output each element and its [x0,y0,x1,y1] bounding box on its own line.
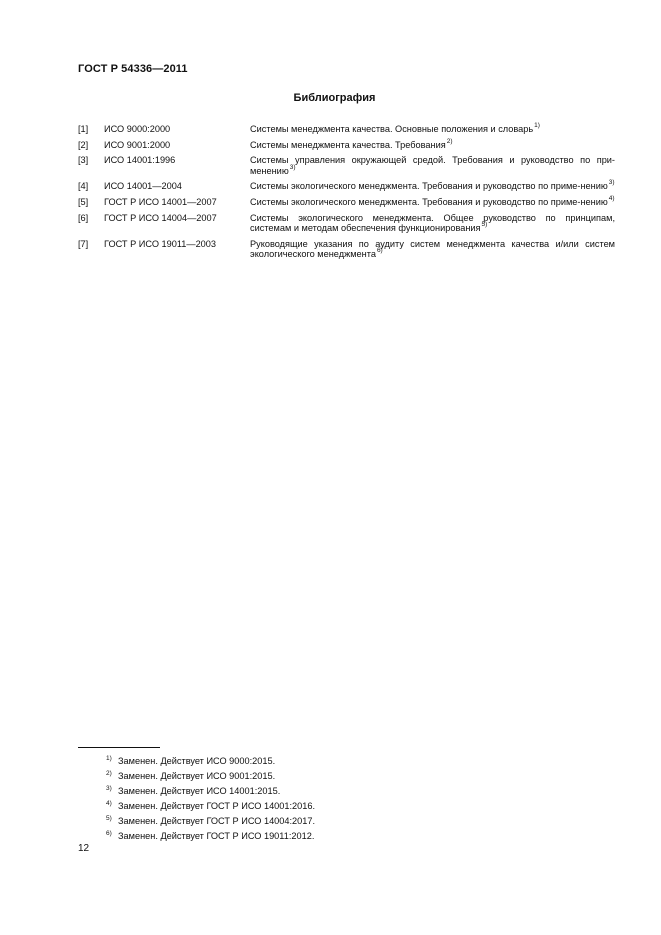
footnote-text: Заменен. Действует ИСО 9001:2015. [118,771,276,781]
footnote-text: Заменен. Действует ГОСТ Р ИСО 14001:2016. [118,801,316,811]
entry-title: Системы управления окружающей средой. Требования и руководство по при-менению [250,155,615,176]
entry-standard: ИСО 14001—2004 [104,181,182,192]
footnote-mark: 3) [106,785,112,792]
bibliography-entry [78,181,615,192]
entry-standard: ИСО 9001:2000 [104,139,171,150]
entry-number: [7] [78,238,89,249]
bibliography-entry [78,239,615,260]
footnote-text: Заменен. Действует ИСО 9000:2015. [118,756,276,766]
footnote-text: Заменен. Действует ГОСТ Р ИСО 19011:2012. [118,831,315,841]
footnote-mark: 1) [106,755,112,762]
footnote [106,754,315,769]
footnote-text: Заменен. Действует ГОСТ Р ИСО 14004:2017. [118,816,316,826]
entry-standard: ГОСТ Р ИСО 19011—2003 [104,238,217,249]
entry-title-wrap [250,137,615,151]
footnote-text: Заменен. Действует ИСО 14001:2015. [118,786,281,796]
page-number: 12 [78,843,90,854]
footnote-mark: 6) [106,830,112,837]
entry-number: [5] [78,196,89,207]
entry-title-wrap [250,181,615,192]
entry-title: Системы экологического менеджмента. Требования и руководство по приме-нению [250,181,608,192]
entry-standard: ГОСТ Р ИСО 14001—2007 [104,196,217,207]
entry-number: [1] [78,124,89,134]
bibliography-entry [78,137,615,151]
entry-footnote-ref: 4) [608,194,615,202]
document-code: ГОСТ Р 54336—2011 [78,63,188,75]
footnote [106,814,315,829]
footnote [106,829,315,844]
entry-title: Системы менеджмента качества. Основные положения и словарь [250,124,534,134]
entry-footnote-ref: 3) [608,179,615,187]
footnote-mark: 2) [106,770,112,777]
bibliography-entry [78,213,615,234]
footnote [106,769,315,784]
entry-title-wrap [250,239,615,260]
entry-title-wrap [250,194,615,208]
entry-number: [4] [78,181,89,192]
bibliography-entry [78,155,615,176]
section-title: Библиография [293,92,376,104]
entry-standard: ИСО 14001:1996 [104,155,176,166]
entry-title-wrap [250,213,615,234]
entry-footnote-ref: 3) [289,163,296,171]
entry-title-wrap [250,121,615,135]
footnote [106,799,315,814]
entry-footnote-ref: 5) [481,221,488,229]
bibliography-list [78,121,615,265]
entry-number: [6] [78,212,89,223]
entry-title: Руководящие указания по аудиту систем менеджмента качества и/или систем экологического менеджмента [250,238,615,260]
entry-title: Системы менеджмента качества. Требования [250,139,446,150]
entry-footnote-ref: 6) [376,247,383,255]
entry-standard: ИСО 9000:2000 [104,124,171,134]
footnote-mark: 4) [106,800,112,807]
entry-title: Системы экологического менеджмента. Общее руководство по принципам, системам и методам обеспечения функционирования [250,212,615,234]
entry-footnote-ref: 2) [446,137,453,145]
footnote-mark: 5) [106,815,112,822]
footnotes-list [106,754,315,844]
entry-footnote-ref: 1) [534,121,540,129]
footnote-divider [78,747,160,748]
entry-number: [3] [78,155,89,166]
entry-title: Системы экологического менеджмента. Требования и руководство по приме-нению [250,196,608,207]
bibliography-entry [78,194,615,208]
bibliography-entry [78,121,615,135]
entry-title-wrap [250,155,615,176]
footnote [106,784,315,799]
entry-standard: ГОСТ Р ИСО 14004—2007 [104,212,217,223]
entry-number: [2] [78,139,89,150]
